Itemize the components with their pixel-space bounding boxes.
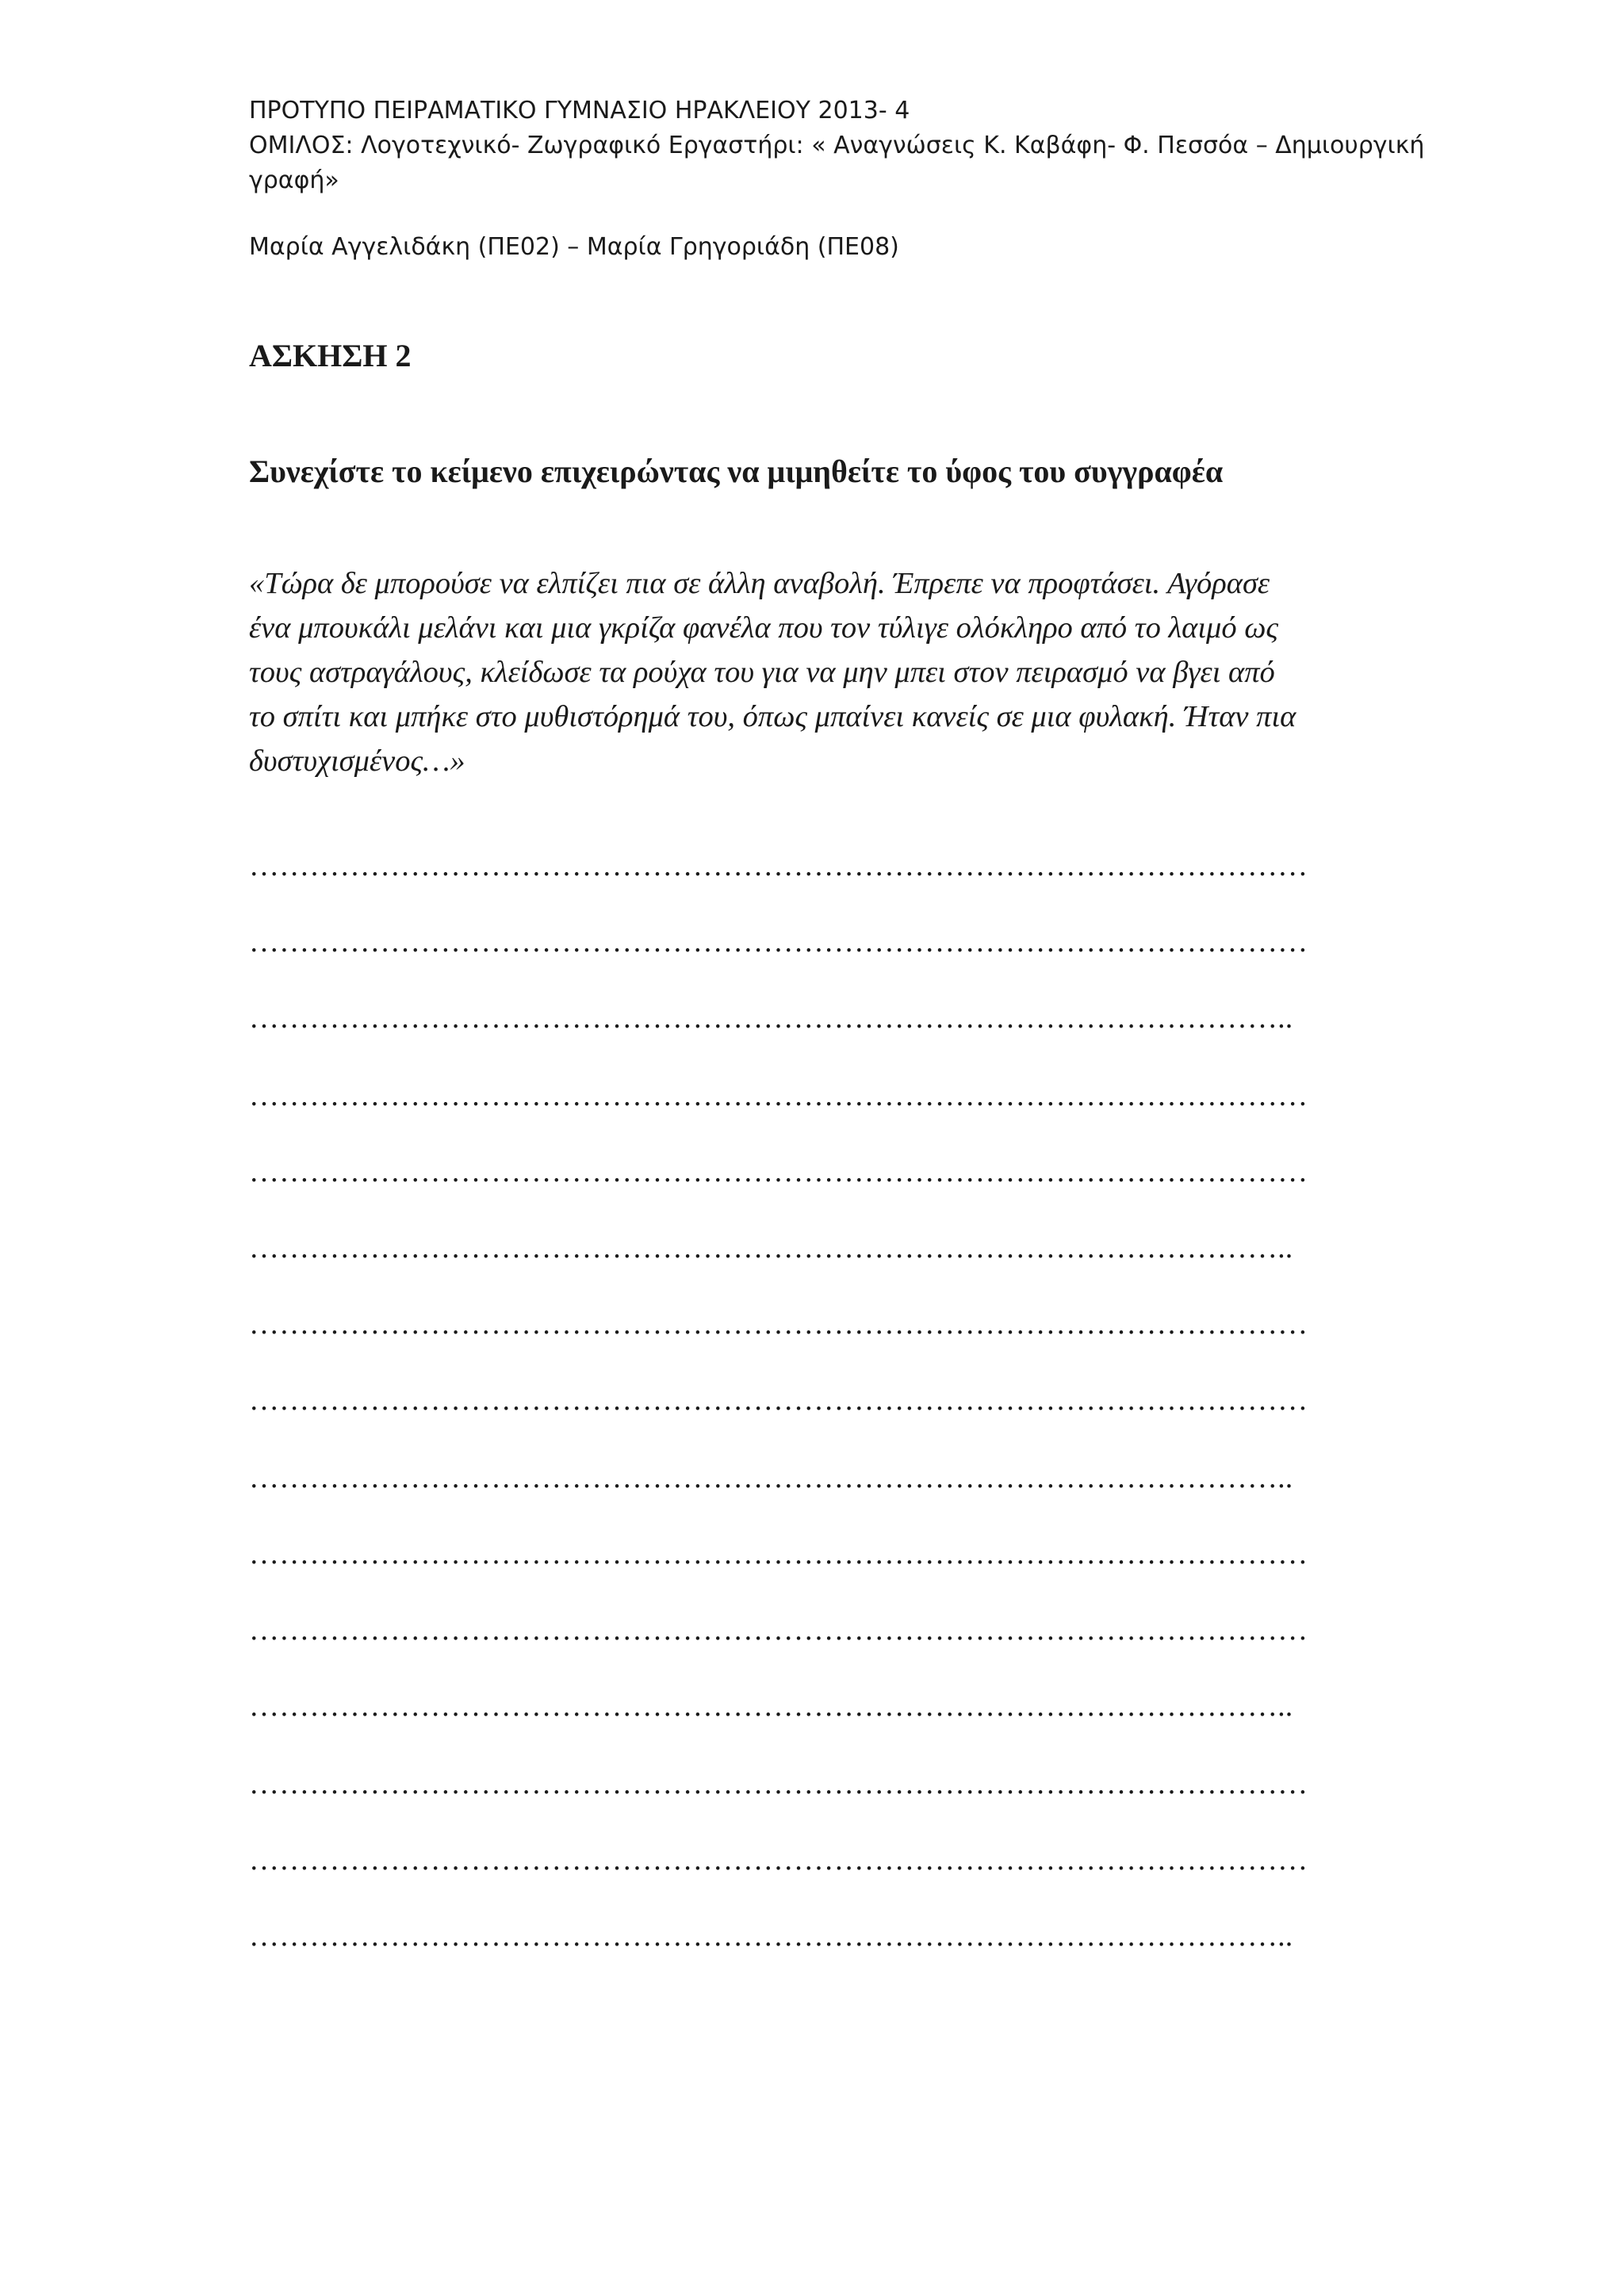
quoted-passage (249, 561, 1391, 783)
answer-line[interactable]: ………………………………………………………………………………………….. (249, 1689, 1293, 1723)
quote-line: το σπίτι και μπήκε στο μυθιστόρημά του, όπως μπαίνει κανείς σε μια φυλακή. Ήταν πια (249, 700, 1297, 733)
quote-line: τους αστραγάλους, κλείδωσε τα ρούχα του για να μην μπει στον πειρασμό να βγει από (249, 656, 1275, 689)
document-header (249, 94, 1425, 198)
answer-line[interactable]: ………………………………………………………………………………………….. (249, 1919, 1293, 1953)
answer-line[interactable]: …………………………………………………………………………………………… (249, 1307, 1308, 1341)
exercise-title: ΑΣΚΗΣΗ 2 (249, 338, 412, 373)
answer-line[interactable]: …………………………………………………………………………………………… (249, 1079, 1308, 1112)
club-title: ΟΜΙΛΟΣ: Λογοτεχνικό- Ζωγραφικό Εργαστήρι: « Αναγνώσεις Κ. Καβάφη- Φ. Πεσσόα – Δημιουργική (249, 132, 1425, 159)
answer-line[interactable]: …………………………………………………………………………………………… (249, 1613, 1308, 1647)
answer-line[interactable]: …………………………………………………………………………………………… (249, 1843, 1308, 1877)
school-name: ΠΡΟΤΥΠΟ ΠΕΙΡΑΜΑΤΙΚΟ ΓΥΜΝΑΣΙΟ ΗΡΑΚΛΕΙΟΥ 2013- 4 (249, 97, 910, 124)
quote-line: ένα μπουκάλι μελάνι και μια γκρίζα φανέλα που τον τύλιγε ολόκληρο από το λαιμό ως (249, 611, 1279, 645)
answer-line[interactable]: …………………………………………………………………………………………… (249, 1155, 1308, 1188)
answer-line[interactable]: …………………………………………………………………………………………… (249, 1383, 1308, 1417)
quote-line: «Τώρα δε μπορούσε να ελπίζει πια σε άλλη αναβολή. Έπρεπε να προφτάσει. Αγόρασε (249, 567, 1270, 600)
authors-line: Μαρία Αγγελιδάκη (ΠΕ02) – Μαρία Γρηγοριάδη (ΠΕ08) (249, 233, 899, 261)
quote-line: δυστυχισμένος…» (249, 744, 465, 778)
answer-line[interactable]: …………………………………………………………………………………………… (249, 1767, 1308, 1800)
answer-line[interactable]: ………………………………………………………………………………………….. (249, 1001, 1293, 1035)
answer-line[interactable]: ………………………………………………………………………………………….. (249, 1231, 1293, 1265)
exercise-instruction: Συνεχίστε το κείμενο επιχειρώντας να μιμηθείτε το ύφος του συγγραφέα (249, 453, 1224, 489)
answer-line[interactable]: …………………………………………………………………………………………… (249, 849, 1308, 882)
answer-line[interactable]: …………………………………………………………………………………………… (249, 1537, 1308, 1571)
answer-line[interactable]: ………………………………………………………………………………………….. (249, 1461, 1293, 1494)
club-title-continued: γραφή» (249, 166, 339, 194)
answer-line[interactable]: …………………………………………………………………………………………… (249, 925, 1308, 959)
